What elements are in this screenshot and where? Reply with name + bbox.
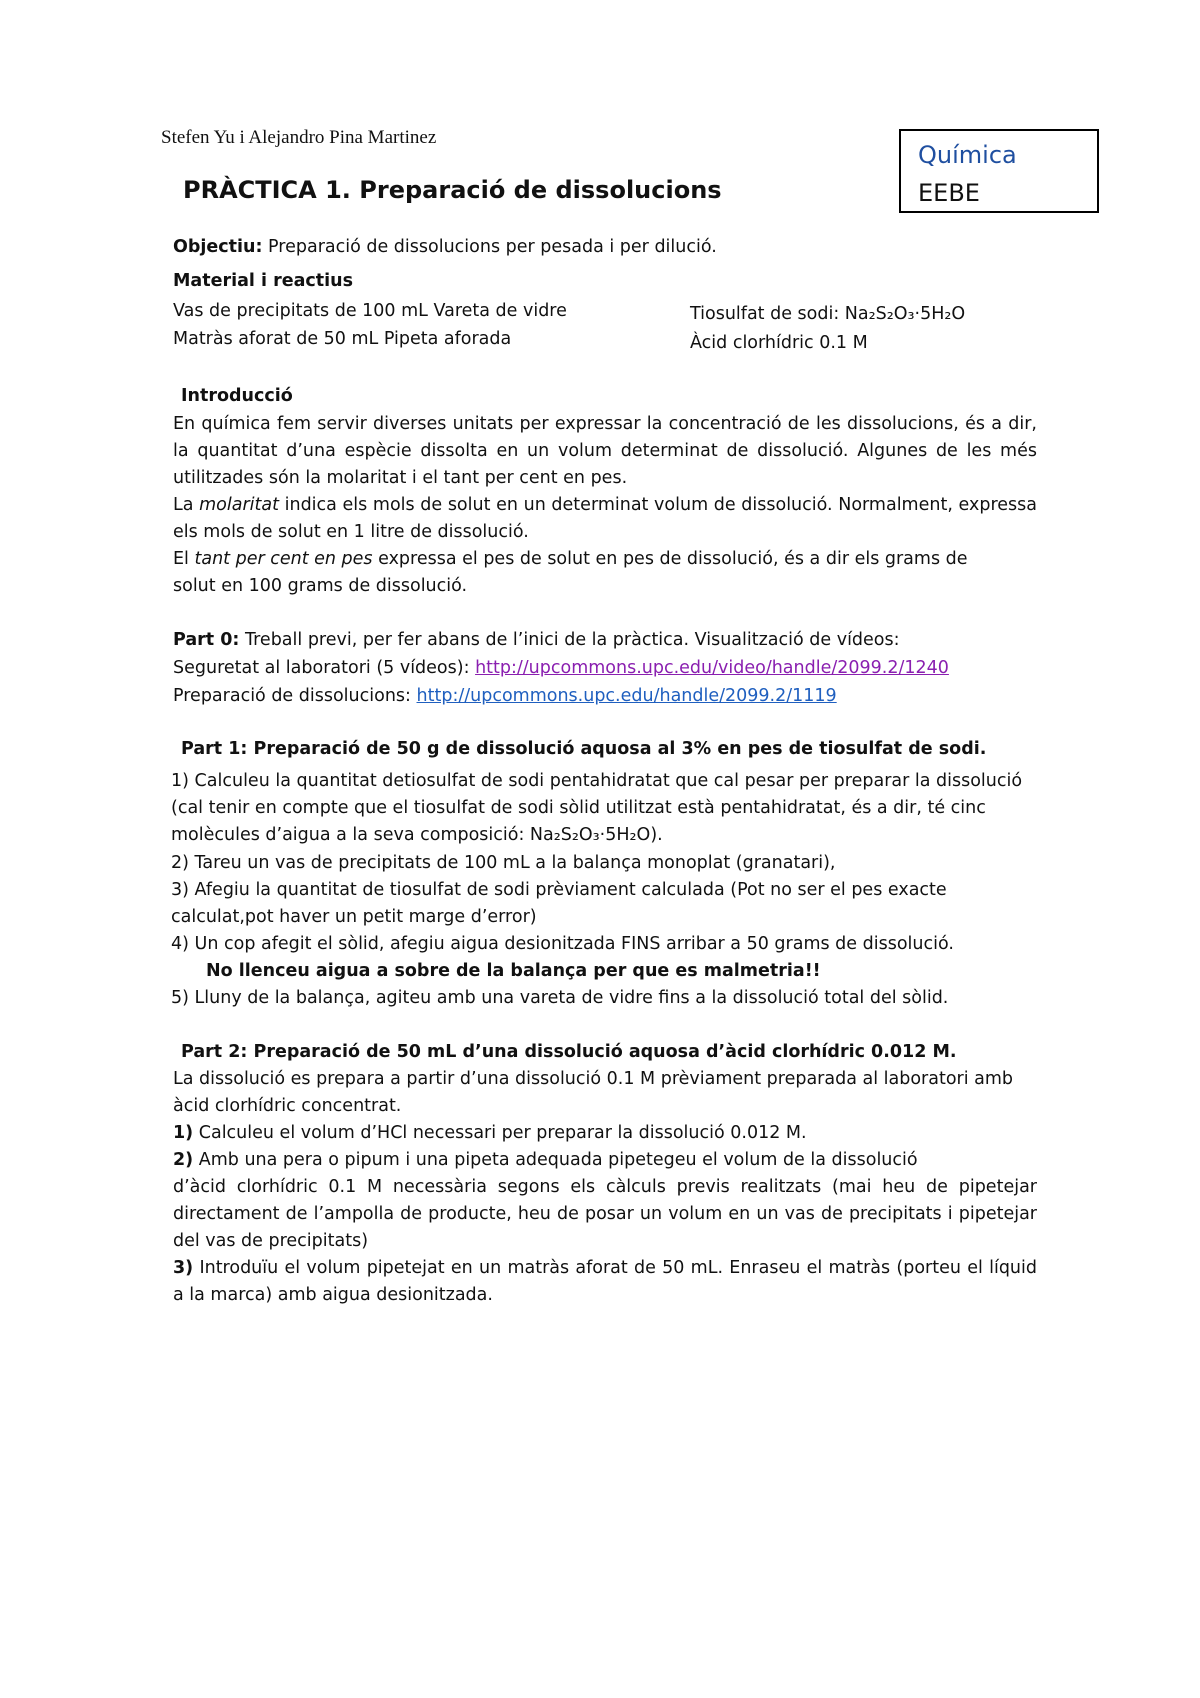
tant-per-cent-term: tant per cent en pes xyxy=(194,549,373,569)
part0-solutions-line: Preparació de dissolucions: http://upcommons.upc.edu/handle/2099.2/1119 xyxy=(173,686,837,706)
safety-video-link[interactable]: http://upcommons.upc.edu/video/handle/2099.2/1240 xyxy=(475,658,949,678)
balance-warning: No llenceu aigua a sobre de la balança per que es malmetria!! xyxy=(206,961,821,981)
part2-intro: La dissolució es prepara a partir d’una dissolució 0.1 M prèviament preparada al laboratori amb àcid clorhídric concentrat. xyxy=(173,1069,1014,1116)
objective-label: Objectiu: xyxy=(173,237,263,257)
intro-heading: Introducció xyxy=(181,386,293,406)
material-right-1: Tiosulfat de sodi: Na₂S₂O₃·5H₂O xyxy=(690,304,966,324)
objective xyxy=(173,234,717,261)
part1-step-4: 4) Un cop afegit el sòlid, afegiu aigua desionitzada FINS arribar a 50 grams de dissolució. xyxy=(171,934,954,954)
part2-step-2a: 2) Amb una pera o pipum i una pipeta adequada pipetegeu el volum de la dissolució xyxy=(173,1150,918,1170)
material-left-2: Matràs aforat de 50 mL Pipeta aforada xyxy=(173,329,512,349)
molaritat-term: molaritat xyxy=(199,495,279,515)
material-left-1: Vas de precipitats de 100 mL Vareta de vidre xyxy=(173,301,567,321)
subject-box xyxy=(899,129,1099,213)
part0-line: Part 0: Treball previ, per fer abans de l’inici de la pràctica. Visualització de vídeos: xyxy=(173,630,900,650)
part2-step-3: 3) Introduïu el volum pipetejat en un matràs aforat de 50 mL. Enraseu el matràs (porteu el líquid a la marca) amb aigua desionitzada. xyxy=(173,1258,1037,1305)
subject-label: Química xyxy=(918,141,1017,169)
solutions-video-link[interactable]: http://upcommons.upc.edu/handle/2099.2/1119 xyxy=(416,686,837,706)
part1-step-2: 2) Tareu un vas de precipitats de 100 mL a la balança monoplat (granatari), xyxy=(171,853,836,873)
intro-paragraph-3: El tant per cent en pes expressa el pes de solut en pes de dissolució, és a dir els grams de solut en 100 grams de dissolució. xyxy=(173,549,968,596)
part1-heading: Part 1: Preparació de 50 g de dissolució aquosa al 3% en pes de tiosulfat de sodi. xyxy=(181,739,987,759)
intro-paragraph-2: La molaritat indica els mols de solut en un determinat volum de dissolució. Normalment, expressa els mols de solut en 1 litre de dissolució. xyxy=(173,495,1037,542)
material-heading: Material i reactius xyxy=(173,271,353,291)
part2-step-2b: d’àcid clorhídric 0.1 M necessària segons els càlculs previs realitzats (mai heu de pipetejar directament de l’ampolla de producte, heu de posar un volum en un vas de precipitats i pipetejar del vas de precipitats) xyxy=(173,1177,1037,1251)
part2-heading: Part 2: Preparació de 50 mL d’una dissolució aquosa d’àcid clorhídric 0.012 M. xyxy=(181,1042,957,1062)
part1-step-5: 5) Lluny de la balança, agiteu amb una vareta de vidre fins a la dissolució total del sòlid. xyxy=(171,988,949,1008)
author-line: Stefen Yu i Alejandro Pina Martinez xyxy=(161,127,437,148)
part1-step-1: 1) Calculeu la quantitat detiosulfat de sodi pentahidratat que cal pesar per preparar la dissolució (cal tenir en compte que el tiosulfat de sodi sòlid utilitzat està pentahidratat, és a dir, té cinc molècules d’aigua a la seva composició: Na₂S₂O₃·5H₂O). xyxy=(171,771,1023,845)
school-label: EEBE xyxy=(918,179,980,207)
page-title: PRÀCTICA 1. Preparació de dissolucions xyxy=(183,176,722,204)
part0-label: Part 0: xyxy=(173,630,240,650)
objective-text: Preparació de dissolucions per pesada i per dilució. xyxy=(268,237,717,257)
part2-step-1: 1) Calculeu el volum d’HCl necessari per preparar la dissolució 0.012 M. xyxy=(173,1123,807,1143)
part1-step-3: 3) Afegiu la quantitat de tiosulfat de sodi prèviament calculada (Pot no ser el pes exacte calculat,pot haver un petit marge d’error) xyxy=(171,880,947,927)
material-right-2: Àcid clorhídric 0.1 M xyxy=(690,333,868,353)
part0-safety-line: Seguretat al laboratori (5 vídeos): http://upcommons.upc.edu/video/handle/2099.2/1240 xyxy=(173,658,949,678)
intro-paragraph-1: En química fem servir diverses unitats per expressar la concentració de les dissolucions, és a dir, la quantitat d’una espècie dissolta en un volum determinat de dissolució. Algunes de les més utilitzades són la molaritat i el tant per cent en pes. xyxy=(173,414,1037,488)
